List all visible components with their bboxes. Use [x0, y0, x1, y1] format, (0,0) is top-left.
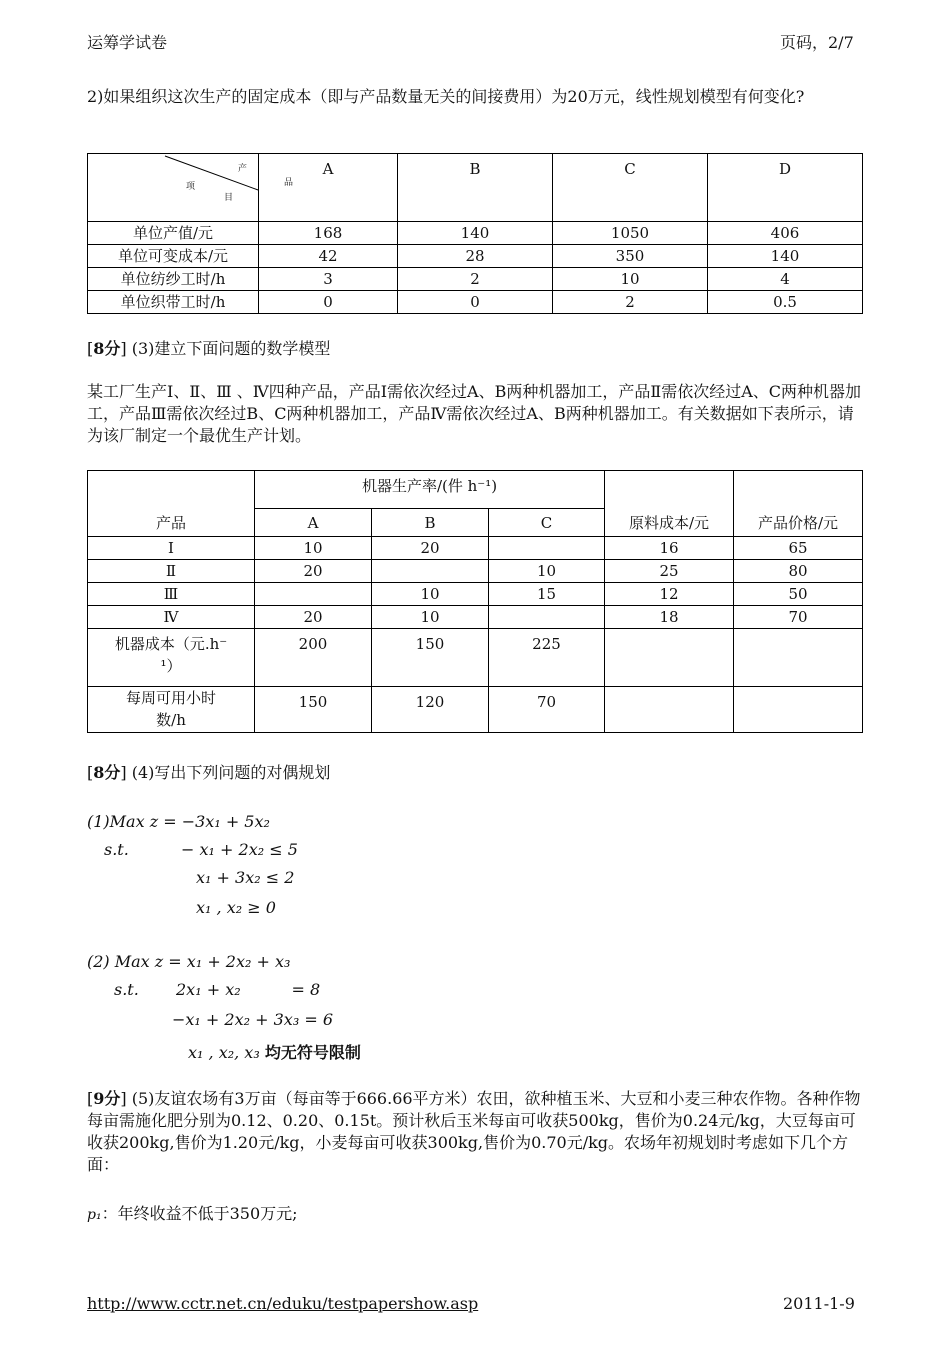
table-cell: 10 — [372, 606, 489, 629]
machine-header: A — [255, 509, 372, 537]
diagonal-line — [88, 154, 259, 222]
table-cell: 25 — [605, 560, 734, 583]
group-header: 机器生产率/(件 h⁻¹) — [255, 471, 605, 509]
page-number: 页码，2/7 — [780, 33, 854, 52]
row-label: Ⅱ — [88, 560, 255, 583]
row-label-line: 数/h — [156, 711, 186, 729]
question-5: [9分] (5)友谊农场有3万亩（每亩等于666.66平方米）农田，欲种植玉米、大豆和小麦三种农作物。各种作物每亩需施化肥分别为0.12、0.20、0.15t。预计秋后玉米每亩可收获500kg，售价为0.24元/kg，大豆每亩可收获200kg,售价为1.20元/kg，小麦每亩可收获300kg,售价为0.70元/kg。农场年初规划时考虑如下几个方面： — [87, 1089, 861, 1174]
table-row — [88, 560, 863, 583]
row-label: Ⅳ — [88, 606, 255, 629]
row-label-line: ¹） — [160, 657, 182, 675]
question-5-body: (5)友谊农场有3万亩（每亩等于666.66平方米）农田，欲种植玉米、大豆和小麦三种农作物。各种作物每亩需施化肥分别为0.12、0.20、0.15t。预计秋后玉米每亩可收获500kg，售价为0.24元/kg，大豆每亩可收获200kg,售价为1.20元/kg，小麦每亩可收获300kg,售价为0.70元/kg。农场年初规划时考虑如下几个方面： — [87, 1089, 861, 1174]
table-cell — [605, 687, 734, 733]
column-header: C — [553, 154, 708, 222]
table-cell — [734, 629, 863, 687]
question-4-title: (4)写出下列问题的对偶规划 — [131, 763, 331, 782]
table-cell: 0 — [259, 291, 398, 314]
table-cell: 20 — [255, 606, 372, 629]
row-label — [88, 629, 255, 687]
row-label-line: 每周可用小时 — [125, 689, 216, 707]
table-cell: 140 — [708, 245, 863, 268]
table-cell: 16 — [605, 537, 734, 560]
table-cell: 18 — [605, 606, 734, 629]
cost-header: 原料成本/元 — [605, 471, 734, 537]
problem-2-constraint — [188, 1040, 361, 1063]
row-label: 单位可变成本/元 — [88, 245, 259, 268]
table-cell: 406 — [708, 222, 863, 245]
table-cell: 50 — [734, 583, 863, 606]
table-cell — [372, 560, 489, 583]
table-cell: 225 — [489, 629, 605, 687]
corner-label: 项 — [186, 182, 196, 192]
table-cell: 0 — [398, 291, 553, 314]
table-cell — [489, 606, 605, 629]
table-row — [88, 222, 863, 245]
problem-1-constraint: x₁ , x₂ ≥ 0 — [196, 898, 276, 917]
table-cell: 150 — [255, 687, 372, 733]
table-cell — [605, 629, 734, 687]
table-row — [88, 583, 863, 606]
table-cell: 70 — [734, 606, 863, 629]
row-label-line: 机器成本（元.h⁻ — [114, 635, 228, 653]
score: 9分 — [93, 1089, 121, 1108]
price-header: 产品价格/元 — [734, 471, 863, 537]
row-label: 单位纺纱工时/h — [88, 268, 259, 291]
row-label: 单位织带工时/h — [88, 291, 259, 314]
problem-2-unrestricted: 均无符号限制 — [264, 1043, 361, 1062]
question-2-text: 2)如果组织这次生产的固定成本（即与产品数量无关的间接费用）为20万元，线性规划模型有何变化? — [87, 87, 805, 106]
machine-header: B — [372, 509, 489, 537]
row-label: Ⅰ — [88, 537, 255, 560]
table-cell: 12 — [605, 583, 734, 606]
footer-url[interactable]: http://www.cctr.net.cn/eduku/testpapershow.asp — [87, 1294, 479, 1313]
problem-2-vars: x₁ , x₂, x₃ — [188, 1043, 260, 1062]
table-row — [88, 291, 863, 314]
question-3-body: 某工厂生产Ⅰ、Ⅱ、Ⅲ 、Ⅳ四种产品，产品Ⅰ需依次经过A、B两种机器加工，产品Ⅱ需依次经过A、C两种机器加工，产品Ⅲ需依次经过B、C两种机器加工，产品Ⅳ需依次经过A、B两种机器加工。有关数据如下表所示，请为该厂制定一个最优生产计划。 — [87, 382, 862, 445]
table-cell: 350 — [553, 245, 708, 268]
goal-p1 — [87, 1203, 298, 1226]
problem-1-objective: (1)Max z = −3x₁ + 5x₂ — [87, 812, 270, 831]
table-row — [88, 606, 863, 629]
score: 8分 — [93, 339, 121, 358]
corner-label: 目 — [224, 193, 234, 203]
table-cell: 10 — [553, 268, 708, 291]
column-header: A — [259, 154, 398, 222]
table-cell — [489, 537, 605, 560]
table-cell: 80 — [734, 560, 863, 583]
table-cell: 1050 — [553, 222, 708, 245]
table-row — [88, 687, 863, 733]
problem-2-objective: (2) Max z = x₁ + 2x₂ + x₃ — [87, 952, 291, 971]
question-3-title: (3)建立下面问题的数学模型 — [131, 339, 331, 358]
goal-p1-symbol: p₁ — [87, 1207, 102, 1223]
problem-1-constraint: x₁ + 3x₂ ≤ 2 — [196, 868, 295, 887]
product-header: 产品 — [88, 471, 255, 537]
table-cell: 20 — [255, 560, 372, 583]
table-row — [88, 268, 863, 291]
table-cell: 2 — [553, 291, 708, 314]
machine-data-table — [87, 470, 863, 733]
diagonal-corner-cell — [88, 154, 294, 222]
goal-p1-text: ：年终收益不低于350万元; — [101, 1204, 298, 1223]
table-row — [88, 537, 863, 560]
footer-date: 2011-1-9 — [783, 1294, 855, 1313]
table-cell: 4 — [708, 268, 863, 291]
table-cell: 70 — [489, 687, 605, 733]
row-label — [88, 687, 255, 733]
row-label: 单位产值/元 — [88, 222, 259, 245]
product-data-table — [87, 153, 863, 314]
corner-label: 产 — [238, 164, 248, 174]
table-row — [88, 629, 863, 687]
corner-label: 品 — [284, 178, 294, 188]
problem-2-constraint: 2x₁ + x₂ = 8 — [176, 980, 321, 999]
problem-2-st: s.t. — [114, 980, 139, 999]
problem-1-constraint: − x₁ + 2x₂ ≤ 5 — [181, 840, 298, 859]
problem-2-constraint: −x₁ + 2x₂ + 3x₃ = 6 — [172, 1010, 333, 1029]
table-cell: 10 — [372, 583, 489, 606]
column-header: B — [398, 154, 553, 222]
question-3-heading: [8分] (3)建立下面问题的数学模型 — [87, 339, 331, 358]
table-cell: 3 — [259, 268, 398, 291]
table-cell: 65 — [734, 537, 863, 560]
table-cell: 10 — [255, 537, 372, 560]
table-cell — [255, 583, 372, 606]
row-label: Ⅲ — [88, 583, 255, 606]
table-cell: 150 — [372, 629, 489, 687]
table-cell: 200 — [255, 629, 372, 687]
table-cell: 15 — [489, 583, 605, 606]
score: 8分 — [93, 763, 121, 782]
table-cell: 20 — [372, 537, 489, 560]
table-cell: 0.5 — [708, 291, 863, 314]
question-4-heading: [8分] (4)写出下列问题的对偶规划 — [87, 763, 331, 782]
table-cell: 2 — [398, 268, 553, 291]
table-cell: 120 — [372, 687, 489, 733]
machine-header: C — [489, 509, 605, 537]
table-row — [88, 245, 863, 268]
problem-1-st: s.t. — [104, 840, 129, 859]
table-cell — [734, 687, 863, 733]
table-cell: 140 — [398, 222, 553, 245]
table-cell: 10 — [489, 560, 605, 583]
table-cell: 28 — [398, 245, 553, 268]
column-header: D — [708, 154, 863, 222]
table-cell: 168 — [259, 222, 398, 245]
header-title: 运筹学试卷 — [87, 33, 168, 52]
table-cell: 42 — [259, 245, 398, 268]
